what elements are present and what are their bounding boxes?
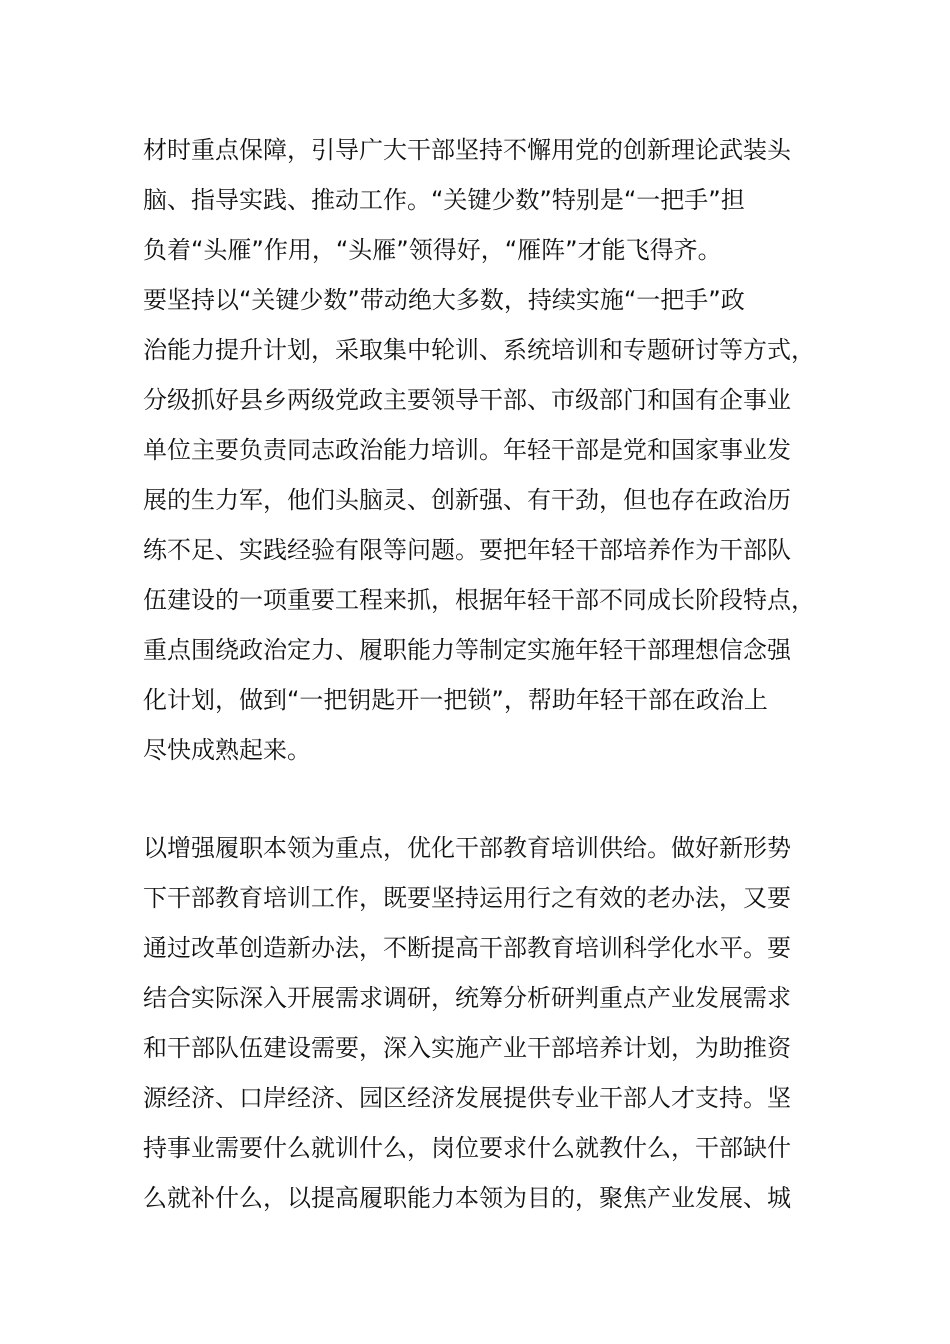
text-line: 脑、指导实践、推动工作。“关键少数”特别是“一把手”担 <box>143 186 745 214</box>
text-line: 重点围绕政治定力、履职能力等制定实施年轻干部理想信念强 <box>143 636 791 664</box>
text-line: 么就补什么，以提高履职能力本领为目的，聚焦产业发展、城 <box>143 1184 791 1212</box>
text-line: 和干部队伍建设需要，深入实施产业干部培养计划，为助推资 <box>143 1034 791 1062</box>
text-line: 化计划，做到“一把钥匙开一把锁”，帮助年轻干部在政治上 <box>143 686 768 714</box>
text-line: 尽快成熟起来。 <box>143 736 311 764</box>
text-line: 要坚持以“关键少数”带动绝大多数，持续实施“一把手”政 <box>143 286 745 314</box>
text-line: 练不足、实践经验有限等问题。要把年轻干部培养作为干部队 <box>143 536 791 564</box>
text-line: 负着“头雁”作用，“头雁”领得好，“雁阵”才能飞得齐。 <box>143 236 722 264</box>
text-line: 分级抓好县乡两级党政主要领导干部、市级部门和国有企事业 <box>143 386 791 414</box>
text-line: 展的生力军，他们头脑灵、创新强、有干劲，但也存在政治历 <box>143 486 791 514</box>
text-line: 下干部教育培训工作，既要坚持运用行之有效的老办法，又要 <box>143 884 791 912</box>
text-line: 伍建设的一项重要工程来抓，根据年轻干部不同成长阶段特点， <box>143 586 815 614</box>
text-line: 持事业需要什么就训什么，岗位要求什么就教什么，干部缺什 <box>143 1134 791 1162</box>
text-line: 治能力提升计划，采取集中轮训、系统培训和专题研讨等方式， <box>143 336 815 364</box>
text-line: 结合实际深入开展需求调研，统筹分析研判重点产业发展需求 <box>143 984 791 1012</box>
text-line: 通过改革创造新办法，不断提高干部教育培训科学化水平。要 <box>143 934 791 962</box>
text-line: 材时重点保障，引导广大干部坚持不懈用党的创新理论武装头 <box>143 136 791 164</box>
text-line: 单位主要负责同志政治能力培训。年轻干部是党和国家事业发 <box>143 436 791 464</box>
text-line: 源经济、口岸经济、园区经济发展提供专业干部人才支持。坚 <box>143 1084 791 1112</box>
text-line: 以增强履职本领为重点，优化干部教育培训供给。做好新形势 <box>143 834 791 862</box>
